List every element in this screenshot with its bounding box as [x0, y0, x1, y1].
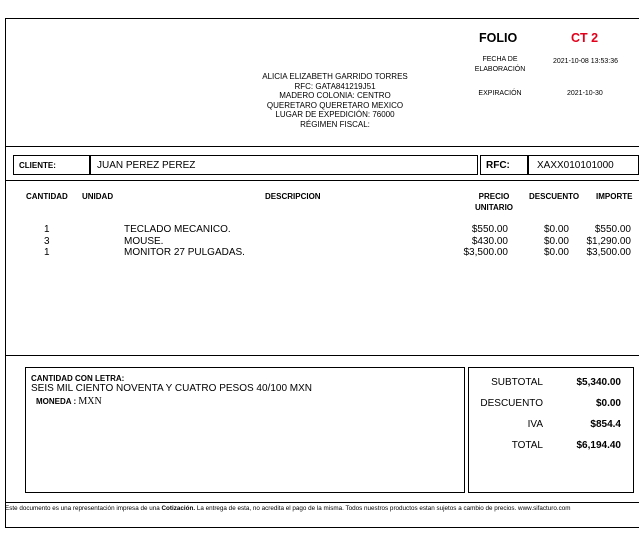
issuer-lugar: LUGAR DE EXPEDICIÓN: 76000	[275, 110, 395, 120]
col-unidad: UNIDAD	[82, 192, 114, 201]
expiracion-label: EXPIRACIÓN	[478, 90, 522, 97]
items-list	[0, 224, 639, 259]
total-label: TOTAL	[511, 440, 543, 451]
client-rfc-label-box	[480, 155, 528, 175]
client-name: JUAN PEREZ PEREZ	[97, 160, 196, 171]
client-rfc-value: XAXX010101000	[537, 160, 614, 171]
row-precio: $550.00	[471, 224, 508, 235]
row-descuento: $0.00	[543, 247, 569, 258]
row-descripcion: TECLADO MECANICO.	[124, 224, 231, 235]
footer-disclaimer: Este documento es una representación impresa de una Cotización. La entrega de esta, no acredita el pago de la misma. Todos nuestros productos estan sujetos a cambio de precios. www.sifacturo.com	[5, 505, 571, 512]
moneda-line	[36, 396, 102, 407]
row-precio: $3,500.00	[463, 247, 508, 258]
iva-value: $854.4	[590, 419, 621, 430]
client-divider	[5, 180, 639, 181]
moneda-label: MONEDA :	[36, 397, 77, 406]
col-precio: PRECIO UNITARIO	[474, 192, 514, 212]
client-label: CLIENTE:	[19, 161, 56, 170]
issuer-address-2: QUERETARO QUERETARO MEXICO	[266, 100, 404, 110]
expiracion-value: 2021-10-30	[567, 90, 603, 97]
amount-words-label: CANTIDAD CON LETRA:	[31, 374, 125, 383]
moneda-value: MXN	[78, 396, 102, 407]
row-cantidad: 1	[44, 247, 50, 258]
row-descuento: $0.00	[543, 235, 569, 247]
col-cantidad: CANTIDAD	[26, 192, 68, 201]
issuer-info	[200, 72, 470, 130]
col-importe: IMPORTE	[596, 192, 633, 201]
issuer-rfc: RFC: GATA841219J51	[294, 81, 376, 91]
table-row	[0, 236, 639, 248]
client-label-box	[13, 155, 90, 175]
client-rfc-box	[528, 155, 639, 175]
descuento-label: DESCUENTO	[480, 398, 543, 409]
issuer-name: ALICIA ELIZABETH GARRIDO TORRES	[262, 72, 408, 81]
subtotal-value: $5,340.00	[576, 377, 621, 388]
row-precio: $430.00	[471, 235, 508, 247]
totals-box	[468, 367, 634, 493]
fecha-value: 2021-10-08 13:53:36	[553, 58, 618, 65]
total-value: $6,194.40	[576, 440, 621, 451]
subtotal-label: SUBTOTAL	[491, 377, 543, 388]
amount-words-value: SEIS MIL CIENTO NOVENTA Y CUATRO PESOS 40/100 MXN	[31, 383, 313, 394]
descuento-value: $0.00	[595, 398, 621, 409]
row-cantidad: 1	[44, 224, 50, 235]
col-descripcion: DESCRIPCION	[265, 192, 321, 201]
table-row	[0, 224, 639, 236]
fecha-label: FECHA DE ELABORACIÓN	[474, 56, 526, 73]
row-importe: $550.00	[594, 224, 631, 235]
table-row	[0, 247, 639, 259]
items-divider	[5, 355, 639, 356]
issuer-address-1: MADERO COLONIA: CENTRO	[279, 91, 391, 101]
col-descuento: DESCUENTO	[529, 192, 580, 201]
footer-divider	[5, 502, 639, 503]
issuer-regimen: RÉGIMEN FISCAL:	[300, 119, 370, 129]
row-descripcion: MONITOR 27 PULGADAS.	[124, 247, 245, 258]
folio-label: FOLIO	[479, 31, 518, 45]
client-rfc-label: RFC:	[486, 160, 510, 171]
client-name-box	[90, 155, 478, 175]
iva-label: IVA	[527, 419, 543, 430]
row-cantidad: 3	[44, 235, 50, 247]
folio-value: CT 2	[571, 31, 599, 45]
row-importe: $3,500.00	[586, 247, 631, 258]
row-importe: $1,290.00	[586, 235, 631, 247]
amount-words-box	[25, 367, 465, 493]
row-descuento: $0.00	[543, 224, 569, 235]
row-descripcion: MOUSE.	[124, 235, 164, 247]
header-divider	[5, 146, 639, 147]
